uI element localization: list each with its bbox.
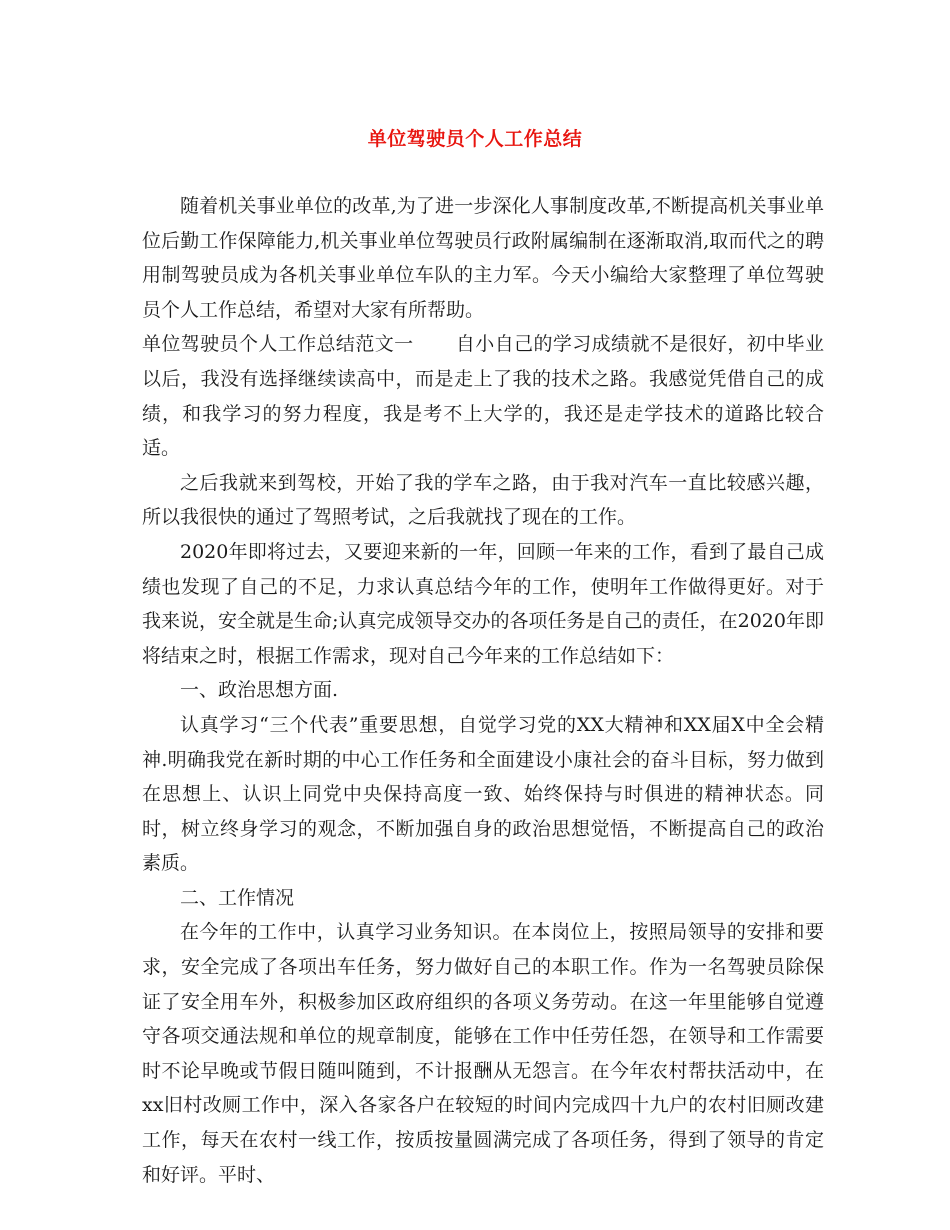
heading-political: 一、政治思想方面. xyxy=(180,679,339,702)
paragraph-2: 之后我就来到驾校，开始了我的学车之路，由于我对汽车一直比较感兴趣，所以我很快的通过了驾照考试，之后我就找了现在的工作。 xyxy=(142,471,824,529)
section-paragraph xyxy=(142,327,824,465)
heading-work: 二、工作情况 xyxy=(180,886,295,909)
document-title: 单位驾驶员个人工作总结 xyxy=(367,128,583,150)
document-body xyxy=(142,189,824,1192)
paragraph-3: 2020年即将过去，又要迎来新的一年，回顾一年来的工作，看到了最自己成绩也发现了自己的不足，力求认真总结今年的工作，使明年工作做得更好。对于我来说，安全就是生命;认真完成领导交办的各项任务是自己的责任，在2020年即将结束之时，根据工作需求，现对自己今年来的工作总结如下： xyxy=(142,540,824,667)
paragraph-4: 认真学习“三个代表”重要思想，自觉学习党的XX大精神和XX届X中全会精神.明确我党在新时期的中心工作任务和全面建设小康社会的奋斗目标，努力做到在思想上、认识上同党中央保持高度一致、始终保持与时俱进的精神状态。同时，树立终身学习的观念，不断加强自身的政治思想觉悟，不断提高自己的政治素质。 xyxy=(142,713,824,875)
paragraph-5: 在今年的工作中，认真学习业务知识。在本岗位上，按照局领导的安排和要求，安全完成了各项出车任务，努力做好自己的本职工作。作为一名驾驶员除保证了安全用车外，积极参加区政府组织的各项义务劳动。在这一年里能够自觉遵守各项交通法规和单位的规章制度，能够在工作中任劳任怨，在领导和工作需要时不论早晚或节假日随叫随到，不计报酬从无怨言。在今年农村帮扶活动中，在xx旧村改厕工作中，深入各家各户在较短的时间内完成四十九户的农村旧厕改建工作，每天在农村一线工作，按质按量圆满完成了各项任务，得到了领导的肯定和好评。平时、 xyxy=(142,921,824,1186)
section-label: 单位驾驶员个人工作总结范文一 xyxy=(142,333,414,356)
section-first-text: 自小自己的学习成绩就不是很好，初中毕业以后，我没有选择继续读高中，而是走上了我的技术之路。我感觉凭借自己的成绩，和我学习的努力程度，我是考不上大学的，我还是走学技术的道路比较合适。 xyxy=(142,333,824,460)
intro-paragraph: 随着机关事业单位的改革,为了进一步深化人事制度改革,不断提高机关事业单位后勤工作保障能力,机关事业单位驾驶员行政附属编制在逐渐取消,取而代之的聘用制驾驶员成为各机关事业单位车队的主力军。今天小编给大家整理了单位驾驶员个人工作总结，希望对大家有所帮助。 xyxy=(142,195,824,321)
